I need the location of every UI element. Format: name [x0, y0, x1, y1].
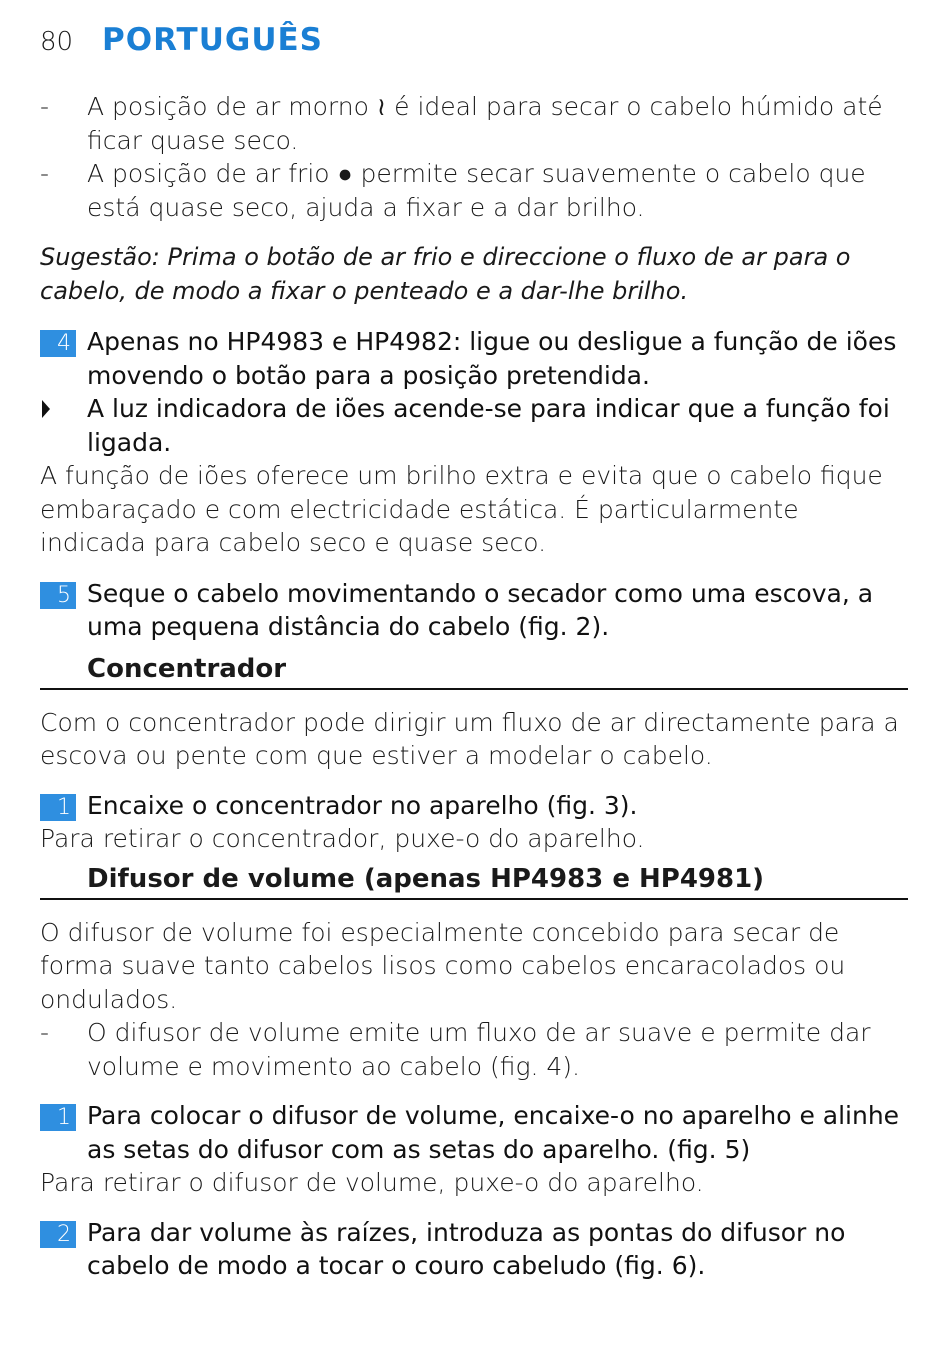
bullet-text: O difusor de volume emite um fluxo de ar suave e permite dar volume e movimento ao cabelo (fig. 4). — [87, 1018, 871, 1081]
step-item — [40, 325, 908, 392]
step-item — [40, 1216, 908, 1283]
step-number-badge: 5 — [40, 582, 76, 609]
section-intro: O difusor de volume foi especialmente concebido para secar de forma suave tanto cabelos lisos como cabelos encaracolados ou ondulados. — [40, 917, 846, 1014]
dash-marker: - — [40, 159, 50, 188]
bullet-item — [40, 1016, 908, 1083]
step-text: Apenas no HP4983 e HP4982: ligue ou desligue a função de iões movendo o botão para a posição pretendida. — [87, 327, 897, 390]
bullet-item — [40, 157, 908, 224]
step-text: Para dar volume às raízes, introduza as pontas do difusor no cabelo de modo a tocar o couro cabeludo (fig. 6). — [87, 1217, 846, 1280]
section-title-diffuser: Difusor de volume (apenas HP4983 e HP4981) — [40, 864, 908, 900]
step-item — [40, 1099, 908, 1166]
step-text: Encaixe o concentrador no aparelho (fig. 3). — [87, 790, 638, 820]
note-text: Para retirar o difusor de volume, puxe-o do aparelho. — [40, 1168, 704, 1197]
step-text: Seque o cabelo movimentando o secador como uma escova, a uma pequena distância do cabelo (fig. 2). — [87, 578, 874, 641]
bullet-text: A posição de ar frio ● permite secar suavemente o cabelo que está quase seco, ajuda a fixar e a dar brilho. — [87, 159, 866, 222]
dash-marker: - — [40, 92, 50, 121]
note-text: A função de iões oferece um brilho extra e evita que o cabelo fique embaraçado e com electricidade estática. É particularmente indicada para cabelo seco e quase seco. — [40, 461, 883, 557]
step-number-badge: 1 — [40, 1104, 76, 1131]
manual-page — [40, 22, 908, 1283]
section-intro: Com o concentrador pode dirigir um fluxo de ar directamente para a escova ou pente com que estiver a modelar o cabelo. — [40, 707, 899, 770]
step-number-badge: 1 — [40, 794, 76, 821]
dash-marker: - — [40, 1018, 50, 1047]
tip-text: Sugestão: Prima o botão de ar frio e direccione o fluxo de ar para o cabelo, de modo a fixar o penteado e a dar-lhe brilho. — [40, 243, 851, 305]
page-number: 80 — [40, 27, 74, 57]
language-title: PORTUGUÊS — [102, 22, 323, 58]
page-header — [40, 22, 908, 68]
bullet-item — [40, 90, 908, 157]
step-item — [40, 789, 908, 823]
section-title-concentrator: Concentrador — [40, 654, 908, 690]
result-arrow-icon — [42, 400, 50, 418]
step-number-badge: 4 — [40, 330, 76, 357]
bullet-text: A posição de ar morno ≀ é ideal para secar o cabelo húmido até ficar quase seco. — [87, 92, 883, 155]
step-text: Para colocar o difusor de volume, encaixe-o no aparelho e alinhe as setas do difusor com as setas do aparelho. (fig. 5) — [87, 1101, 900, 1164]
note-text: Para retirar o concentrador, puxe-o do aparelho. — [40, 824, 645, 853]
step-item — [40, 577, 908, 644]
step-number-badge: 2 — [40, 1221, 76, 1248]
result-item — [40, 392, 908, 459]
result-text: A luz indicadora de iões acende-se para indicar que a função foi ligada. — [87, 394, 890, 457]
